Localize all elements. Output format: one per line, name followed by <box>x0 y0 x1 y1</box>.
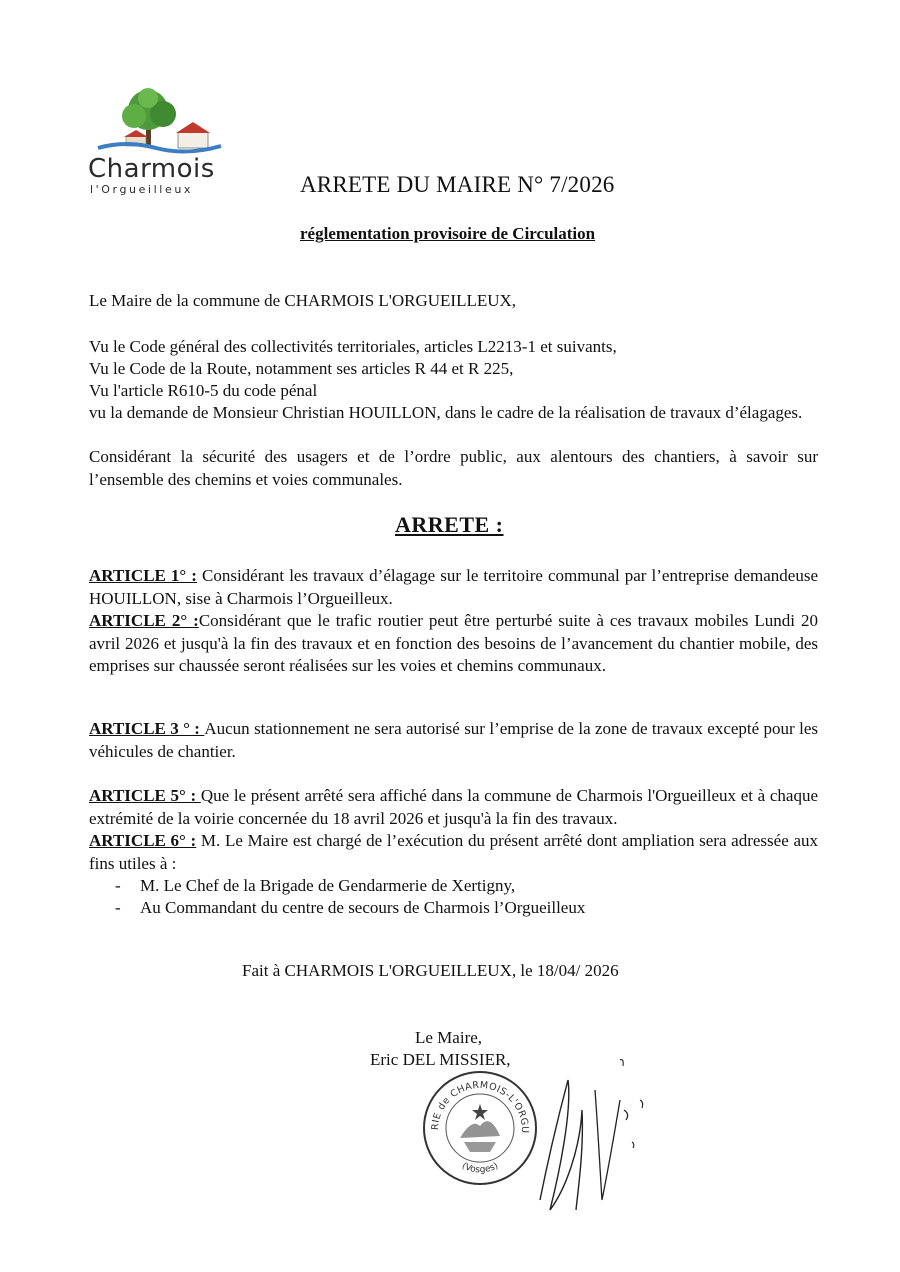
article-6 <box>89 830 818 875</box>
article-3 <box>89 718 818 763</box>
vu-cgct: Vu le Code général des collectivités territoriales, articles L2213-1 et suivants, <box>89 337 617 356</box>
article-3-label: ARTICLE 3 ° : <box>89 719 205 738</box>
article-2-label: ARTICLE 2° : <box>89 611 199 630</box>
logo-subtitle: l'Orgueilleux <box>90 183 194 196</box>
commune-logo <box>86 88 236 200</box>
article-6-label: ARTICLE 6° : <box>89 831 197 850</box>
document-subtitle: réglementation provisoire de Circulation <box>300 224 596 243</box>
considerant: Considérant la sécurité des usagers et de l’ordre public, aux alentours des chantiers, à savoir sur l’ensemble des chemins et voies communales. <box>89 447 818 489</box>
logo-name: Charmois <box>88 154 215 184</box>
intro-line: Le Maire de la commune de CHARMOIS L'ORGUEILLEUX, <box>89 291 517 310</box>
svg-text:MAIRIE de CHARMOIS-L'ORGUEIL: RIE de CHARMOIS-L'ORGU <box>429 1079 531 1134</box>
list-bullet: - <box>115 876 121 895</box>
tree-logo-icon <box>86 88 236 158</box>
list-bullet: - <box>115 898 121 917</box>
article-1-text: Considérant les travaux d’élagage sur le territoire communal par l’entreprise demandeuse HOUILLON, sise à Charmois l’Orgueilleux. <box>89 566 819 608</box>
fait-a-line: Fait à CHARMOIS L'ORGUEILLEUX, le 18/04/ 2026 <box>242 961 619 980</box>
article-5 <box>89 785 818 830</box>
article-1-label: ARTICLE 1° : <box>89 566 197 585</box>
svg-text:(Vosges): (Vosges) <box>460 1161 500 1176</box>
handwritten-signature-icon <box>520 1050 660 1220</box>
document-title: ARRETE DU MAIRE N° 7/2026 <box>300 172 615 197</box>
signer-name: Eric DEL MISSIER, <box>370 1050 511 1069</box>
article-2-text: Considérant que le trafic routier peut être perturbé suite à ces travaux mobiles Lundi 20 avril 2026 et jusqu'à la fin des travaux et en fonction des besoins de l’avancement du chantier mobile, des emprises sur chaussée seront réalisées sur les voies et chemins communaux. <box>89 611 818 675</box>
article-3-text: Aucun stationnement ne sera autorisé sur l’emprise de la zone de travaux excepté pour les véhicules de chantier. <box>89 719 818 761</box>
decision-heading: ARRETE : <box>395 512 504 537</box>
mayor-signature <box>520 1050 660 1220</box>
article-5-text: Que le présent arrêté sera affiché dans la commune de Charmois l'Orgueilleux et à chaque extrémité de la voirie concernée du 18 avril 2026 et jusqu'à la fin des travaux. <box>89 786 818 828</box>
article-6-text: M. Le Maire est chargé de l’exécution du présent arrêté dont ampliation sera adressée aux fins utiles à : <box>89 831 818 873</box>
recipient-secours: Au Commandant du centre de secours de Charmois l’Orgueilleux <box>140 898 586 917</box>
article-2 <box>89 610 818 678</box>
article-5-label: ARTICLE 5° : <box>89 786 201 805</box>
recipient-gendarmerie: M. Le Chef de la Brigade de Gendarmerie de Xertigny, <box>140 876 516 895</box>
signer-role: Le Maire, <box>415 1028 483 1047</box>
vu-code-penal: Vu l'article R610-5 du code pénal <box>89 381 318 400</box>
vu-code-route: Vu le Code de la Route, notamment ses articles R 44 et R 225, <box>89 359 514 378</box>
article-1 <box>89 565 818 610</box>
vu-demande: vu la demande de Monsieur Christian HOUILLON, dans le cadre de la réalisation de travaux d’élagages. <box>89 403 803 422</box>
